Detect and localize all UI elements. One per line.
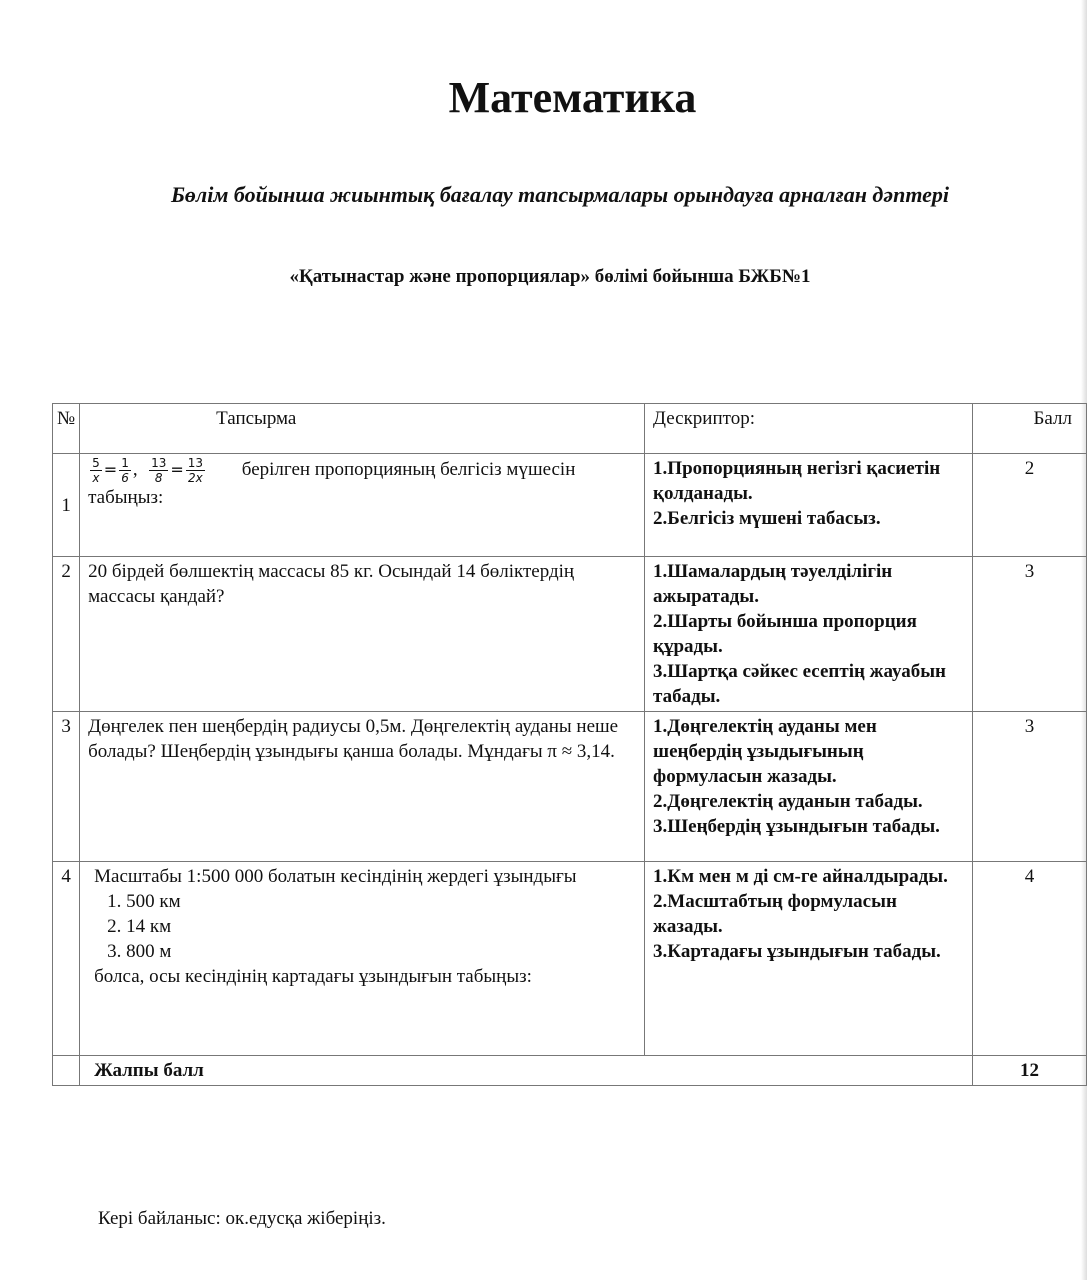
fraction-denominator: 2x bbox=[188, 471, 203, 485]
row-task: 20 бірдей бөлшектің массасы 85 кг. Осындай 14 бөліктердің массасы қандай? bbox=[80, 557, 645, 712]
formula-separator: , bbox=[132, 458, 138, 480]
option-item: 1. 500 км bbox=[126, 889, 636, 914]
descriptor-item: 2.Шарты бойынша пропорция құрады. bbox=[653, 611, 917, 657]
row-num: 4 bbox=[53, 862, 80, 1056]
descriptor-item: 1.Шамалардың тәуелділігін ажыратады. bbox=[653, 561, 893, 607]
row-points: 3 bbox=[972, 557, 1086, 712]
page-title: Математика bbox=[448, 73, 697, 122]
header-task: Тапсырма bbox=[80, 404, 645, 454]
row-num: 3 bbox=[53, 712, 80, 862]
header-descriptor: Дескриптор: bbox=[645, 404, 973, 454]
row-points: 4 bbox=[972, 862, 1086, 1056]
descriptor-item: 3.Картадағы ұзындығын табады. bbox=[653, 941, 941, 962]
descriptor-item: 1.Пропорцияның негізгі қасиетін қолданады. bbox=[653, 458, 941, 504]
table-row bbox=[53, 712, 1087, 862]
task-text: Масштабы 1:500 000 болатын кесіндінің жердегі ұзындығы bbox=[94, 866, 577, 887]
row-descriptors bbox=[645, 712, 973, 862]
row-task: Дөңгелек пен шеңбердің радиусы 0,5м. Дөңгелектің ауданы неше болады? Шеңбердің ұзындығы қанша болады. Мұндағы π ≈ 3,14. bbox=[80, 712, 645, 862]
page-subtitle: Бөлім бойынша жиынтық бағалау тапсырмалары орындауға арналған дәптері bbox=[170, 182, 950, 207]
option-item: 2. 14 км bbox=[126, 914, 636, 939]
header-points: Балл bbox=[972, 404, 1086, 454]
table-header-row bbox=[53, 404, 1087, 454]
descriptor-item: 2.Масштабтың формуласын жазады. bbox=[653, 891, 897, 937]
descriptor-item: 3.Шеңбердің ұзындығын табады. bbox=[653, 816, 940, 837]
options-list bbox=[94, 889, 636, 964]
fraction-denominator: x bbox=[92, 471, 100, 485]
fraction-numerator: 13 bbox=[151, 456, 167, 470]
total-label: Жалпы балл bbox=[80, 1056, 973, 1086]
header-num: № bbox=[53, 404, 80, 454]
table-row bbox=[53, 557, 1087, 712]
table-row bbox=[53, 454, 1087, 557]
fraction-denominator: 6 bbox=[121, 471, 129, 485]
descriptor-item: 2.Дөңгелектің ауданын табады. bbox=[653, 791, 923, 812]
row-descriptors bbox=[645, 454, 973, 557]
feedback-note: Кері байланыс: ок.едусқа жіберіңіз. bbox=[98, 1208, 386, 1229]
row-points: 2 bbox=[972, 454, 1086, 557]
option-item: 3. 800 м bbox=[126, 939, 636, 964]
fraction-numerator: 13 bbox=[187, 456, 204, 470]
fraction-numerator: 1 bbox=[121, 456, 129, 470]
row-num: 2 bbox=[53, 557, 80, 712]
assessment-table bbox=[52, 403, 1087, 1086]
table-row bbox=[53, 862, 1087, 1056]
fraction-denominator: 8 bbox=[154, 471, 163, 485]
fraction-numerator: 5 bbox=[92, 456, 100, 470]
task-text-end: болса, осы кесіндінің картадағы ұзындығын табыңыз: bbox=[94, 966, 532, 987]
descriptor-item: 2.Белгісіз мүшені табасыз. bbox=[653, 508, 881, 529]
row-task bbox=[80, 454, 645, 557]
row-task bbox=[80, 862, 645, 1056]
section-title: «Қатынастар және пропорциялар» бөлімі бойынша БЖБ№1 bbox=[289, 266, 811, 287]
descriptor-item: 1.Км мен м ді см-ге айналдырады. bbox=[653, 866, 948, 887]
row-num: 1 bbox=[53, 454, 80, 557]
descriptor-item: 1.Дөңгелектің ауданы мен шеңбердің ұзыдығының формуласын жазады. bbox=[653, 716, 877, 787]
row-descriptors bbox=[645, 862, 973, 1056]
total-empty-cell bbox=[53, 1056, 80, 1086]
formula: $\frac{5}{x}$ = $\frac{1}{6}$ , $\frac{13}{8}$ = $\frac{13}{2x}$ bbox=[92, 456, 204, 485]
total-row bbox=[53, 1056, 1087, 1086]
task-text: берілген пропорцияның белгісіз мүшесін табыңыз: bbox=[88, 458, 576, 508]
row-descriptors bbox=[645, 557, 973, 712]
total-points: 12 bbox=[972, 1056, 1086, 1086]
row-points: 3 bbox=[972, 712, 1086, 862]
descriptor-item: 3.Шартқа сәйкес есептің жауабын табады. bbox=[653, 661, 947, 707]
